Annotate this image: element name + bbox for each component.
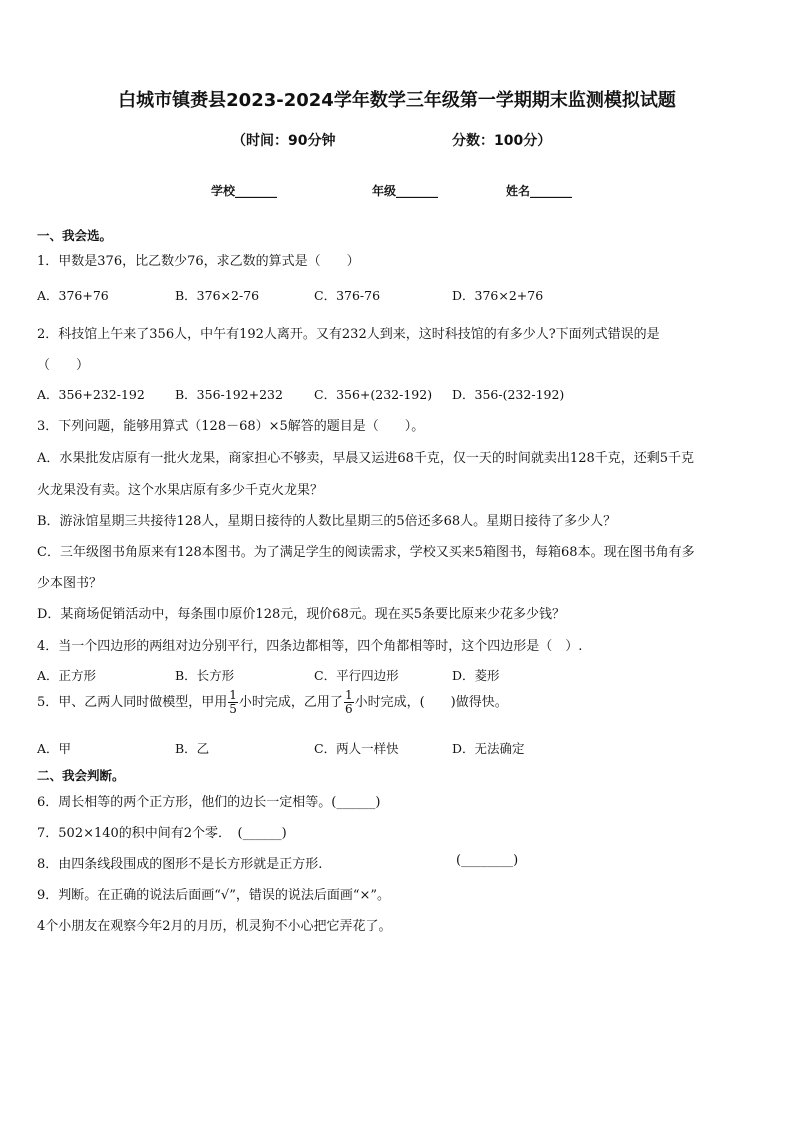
question-5 [37, 689, 508, 716]
option-b: B．376×2-76 [175, 288, 260, 303]
question-4: 4．当一个四边形的两组对边分别平行，四条边都相等，四个角都相等时，这个四边形是（ ）. [37, 639, 583, 654]
option-c: C．356+(232-192) [314, 387, 433, 402]
option-d: D．无法确定 [452, 741, 525, 756]
option-a: A．甲 [37, 741, 72, 756]
option-c: C．两人一样快 [314, 741, 399, 756]
question-5-text-b: 小时完成，乙用了 [238, 695, 343, 710]
section-heading: 一、我会选。 [37, 228, 113, 243]
question-3-option-c-cont: 少本图书？ [37, 576, 103, 591]
question-5-text-a: 5．甲、乙两人同时做模型，甲用 [37, 695, 228, 710]
fraction-numerator: 1 [229, 688, 237, 702]
option-d: D．376×2+76 [452, 288, 544, 303]
question-2: 2．科技馆上午来了356人，中午有192人离开。又有232人到来，这时科技馆的有多少人?下面列式错误的是 [37, 327, 660, 342]
option-d: D．356-(232-192) [452, 387, 565, 402]
question-3-option-a-cont: 火龙果没有卖。这个水果店原有多少千克火龙果？ [37, 483, 324, 498]
question-3-option-c: C．三年级图书角原来有128本图书。为了满足学生的阅读需求，学校又买来5箱图书，每箱68本。现在图书角有多 [37, 545, 695, 560]
fraction-denominator: 5 [229, 702, 237, 716]
question-6: 6．周长相等的两个正方形，他们的边长一定相等。(______) [37, 795, 381, 810]
option-a: A．356+232-192 [37, 387, 145, 402]
grade-field: 年级_______ [372, 184, 439, 198]
option-a: A．376+76 [37, 288, 109, 303]
question-8: 8．由四条线段围成的图形不是长方形就是正方形. [37, 857, 323, 872]
option-a: A．正方形 [37, 668, 97, 683]
exam-time: （时间：90分钟 [232, 133, 336, 149]
option-b: B．长方形 [175, 668, 235, 683]
question-3-option-d: D．某商场促销活动中，每条围巾原价128元，现价68元。现在买5条要比原来少花多少钱？ [37, 607, 566, 622]
question-3-option-a: A．水果批发店原有一批火龙果，商家担心不够卖，早晨又运进68千克，仅一天的时间就卖出128千克，还剩5千克 [37, 451, 695, 466]
question-8-answer-blank: (________) [456, 853, 519, 868]
school-field: 学校_______ [211, 184, 278, 198]
question-2-blank: （ ） [37, 358, 90, 373]
option-b: B．356-192+232 [175, 387, 283, 402]
option-d: D．菱形 [452, 668, 500, 683]
section-heading: 二、我会判断。 [37, 768, 125, 783]
page-title: 白城市镇赉县2023-2024学年数学三年级第一学期期末监测模拟试题 [118, 90, 676, 111]
name-field: 姓名_______ [506, 184, 573, 198]
question-7: 7．502×140的积中间有2个零． (______) [37, 826, 287, 841]
question-9: 9．判断。在正确的说法后面画“√”，错误的说法后面画“×”。 [37, 888, 391, 903]
option-c: C．平行四边形 [314, 668, 399, 683]
option-c: C．376-76 [314, 288, 381, 303]
question-5-text-c: 小时完成，( )做得快。 [354, 695, 508, 710]
fraction-one-fifth [228, 689, 238, 716]
fraction-denominator: 6 [344, 702, 353, 716]
question-3-option-b: B．游泳馆星期三共接待128人，星期日接待的人数比星期三的5倍还多68人。星期日接待了多少人？ [37, 514, 617, 529]
option-b: B．乙 [175, 741, 210, 756]
fraction-one-sixth [344, 689, 354, 716]
exam-score: 分数：100分） [452, 133, 552, 149]
fraction-numerator: 1 [344, 688, 353, 702]
question-9-description: 4个小朋友在观察今年2月的月历，机灵狗不小心把它弄花了。 [37, 919, 392, 934]
question-3: 3．下列问题，能够用算式（128－68）×5解答的题目是（ ）。 [37, 419, 425, 434]
question-1: 1．甲数是376，比乙数少76，求乙数的算式是（ ） [37, 254, 360, 269]
